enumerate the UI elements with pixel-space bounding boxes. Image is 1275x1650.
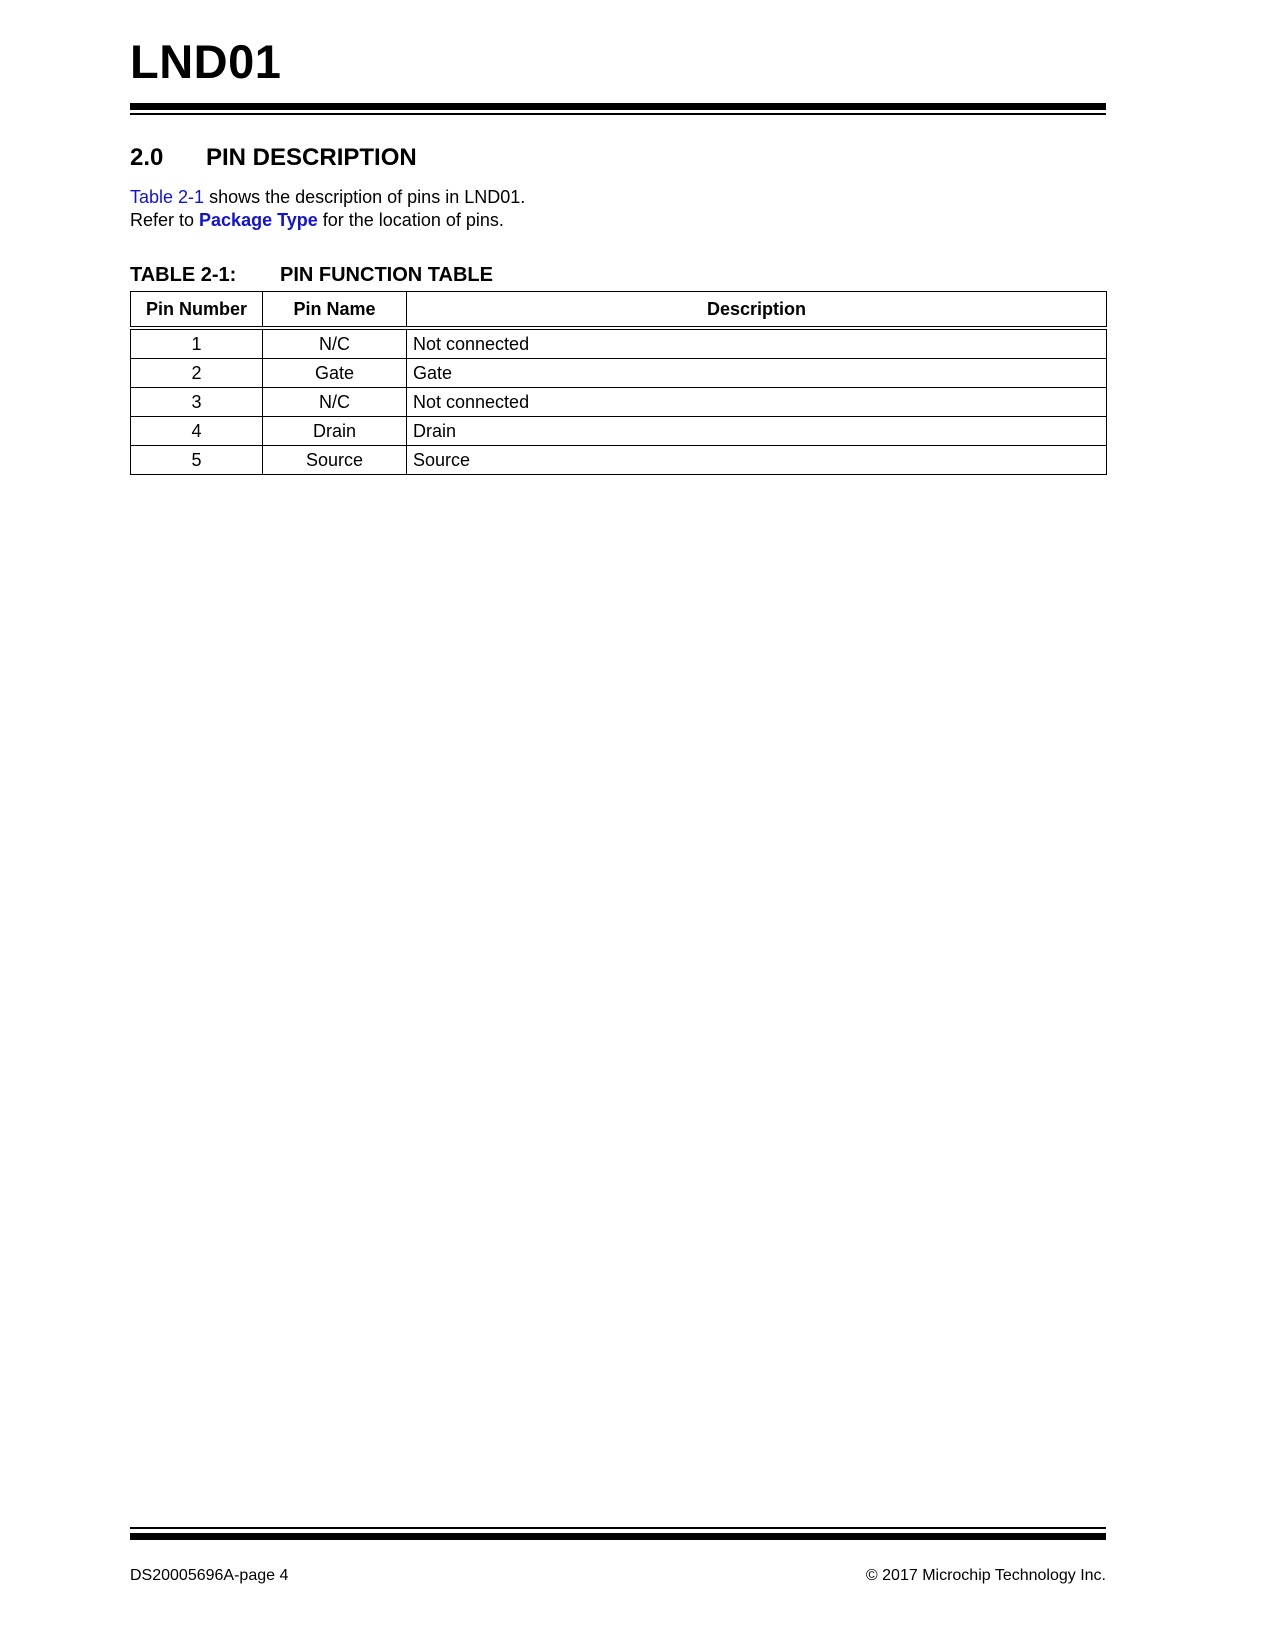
header-rule-thin — [130, 113, 1106, 115]
footer-rule-thick — [130, 1533, 1106, 1540]
table-row — [131, 359, 1107, 388]
pin-name-cell: N/C — [263, 388, 407, 417]
intro-line-2 — [130, 209, 525, 232]
description-cell: Not connected — [407, 388, 1107, 417]
footer-copyright: © 2017 Microchip Technology Inc. — [865, 1567, 1106, 1584]
pin-name-cell: Source — [263, 446, 407, 475]
footer-document-page: DS20005696A-page 4 — [130, 1567, 289, 1584]
pin-number-cell: 5 — [131, 446, 263, 475]
header-pin-name: Pin Name — [263, 292, 407, 329]
intro-line-2-prefix: Refer to — [130, 210, 200, 230]
section-title: PIN DESCRIPTION — [206, 144, 417, 171]
pin-name-cell: Gate — [263, 359, 407, 388]
header-pin-number: Pin Number — [131, 292, 263, 329]
table-row — [131, 328, 1107, 359]
description-cell: Drain — [407, 417, 1107, 446]
intro-line-2-suffix: for the location of pins. — [317, 210, 504, 230]
table-caption — [130, 264, 493, 287]
table-header-row — [131, 292, 1107, 329]
description-cell: Source — [407, 446, 1107, 475]
table-caption-title: PIN FUNCTION TABLE — [280, 264, 493, 286]
pin-number-cell: 4 — [131, 417, 263, 446]
section-number: 2.0 — [130, 144, 164, 171]
table-row — [131, 417, 1107, 446]
pin-name-cell: Drain — [263, 417, 407, 446]
header-rule-thick — [130, 103, 1106, 110]
pin-name-cell: N/C — [263, 328, 407, 359]
description-cell: Not connected — [407, 328, 1107, 359]
header-description: Description — [407, 292, 1107, 329]
package-type-link[interactable]: Package Type — [199, 210, 318, 230]
pin-number-cell: 1 — [131, 328, 263, 359]
intro-line-1 — [130, 186, 525, 209]
table-row — [131, 446, 1107, 475]
section-heading — [130, 144, 417, 172]
table-2-1-link[interactable]: Table 2-1 — [130, 187, 205, 207]
table-row — [131, 388, 1107, 417]
pin-number-cell: 3 — [131, 388, 263, 417]
intro-paragraph — [130, 186, 525, 232]
page-title: LND01 — [130, 35, 282, 88]
table-caption-number: TABLE 2-1: — [130, 264, 237, 286]
footer-rule-thin — [130, 1527, 1106, 1529]
pin-function-table — [130, 291, 1107, 475]
intro-line-1-text: shows the description of pins in LND01. — [204, 187, 526, 207]
description-cell: Gate — [407, 359, 1107, 388]
pin-number-cell: 2 — [131, 359, 263, 388]
